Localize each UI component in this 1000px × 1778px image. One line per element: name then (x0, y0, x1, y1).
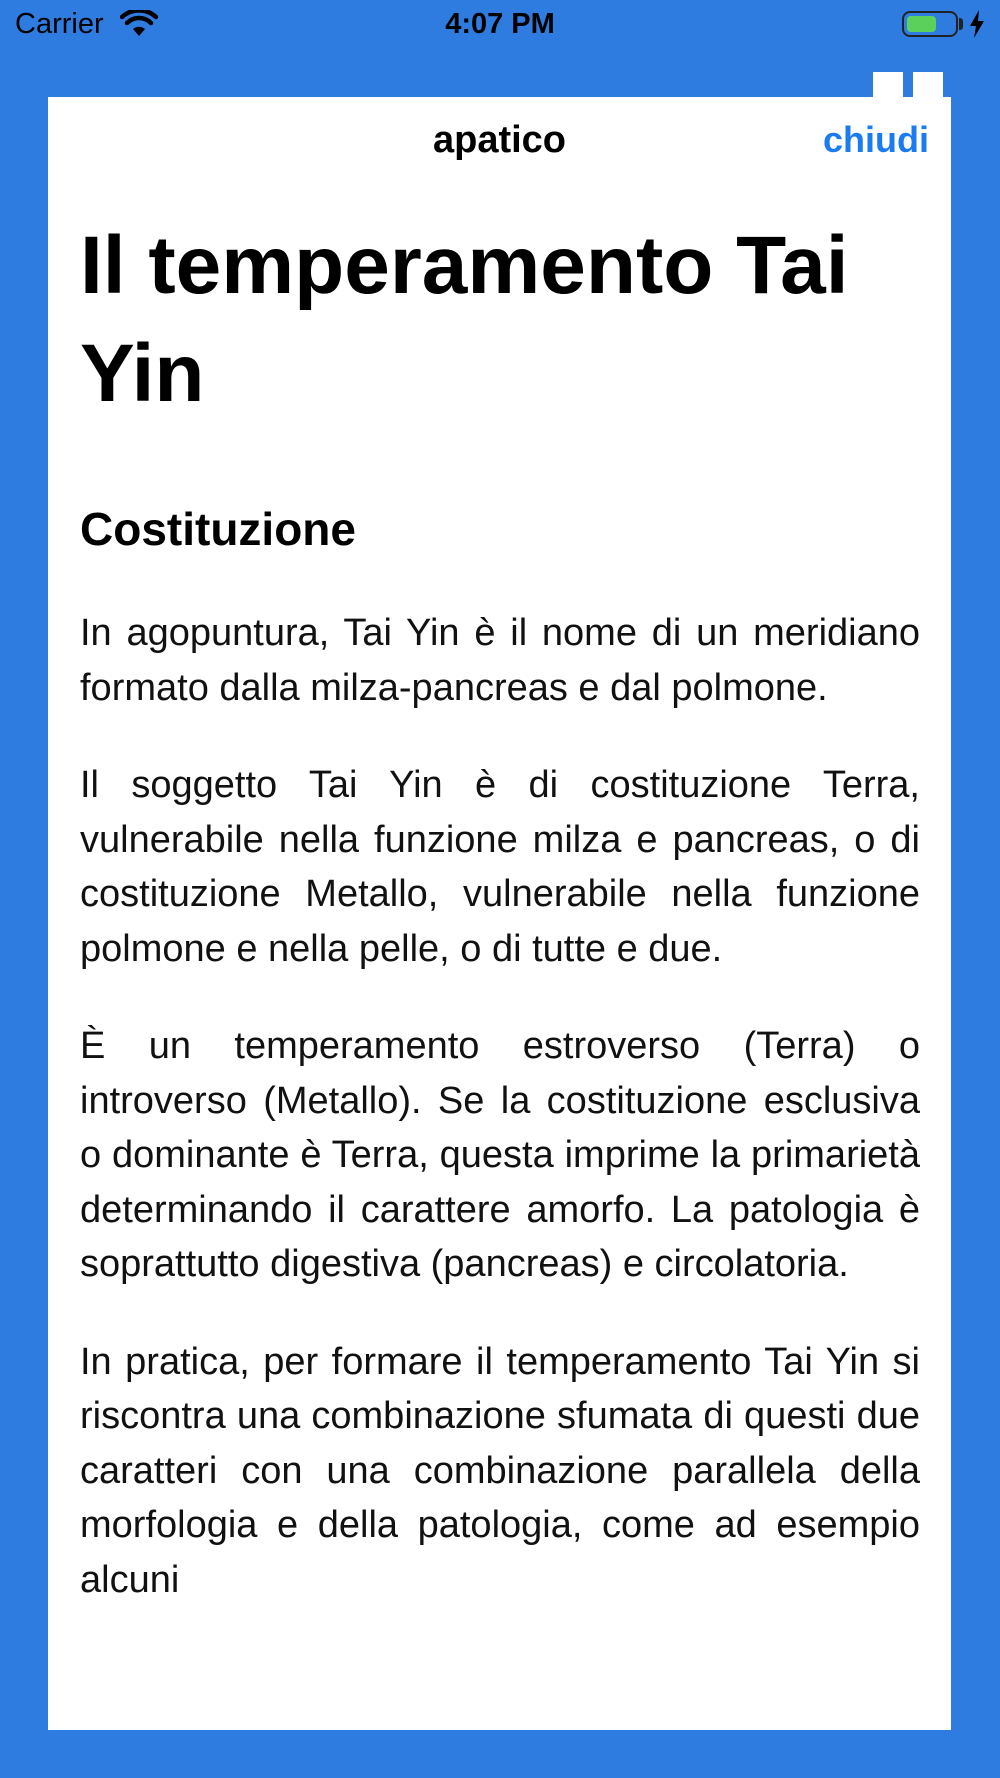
paragraph: In agopuntura, Tai Yin è il nome di un meridiano formato dalla milza-pancreas e dal polmone. (80, 612, 920, 709)
decorative-tab-right (913, 72, 943, 100)
carrier-label: Carrier (15, 8, 104, 40)
clock: 4:07 PM (445, 8, 555, 40)
close-button[interactable]: chiudi (823, 119, 929, 160)
paragraph: In pratica, per formare il temperamento Tai Yin si riscontra una combinazione sfumata di questi due caratteri con una combinazione parallela della morfologia e della patologia, come ad esempio alcuni (80, 1340, 920, 1601)
charging-bolt-icon (968, 9, 986, 39)
article-content (80, 212, 920, 1650)
article-card (48, 97, 951, 1730)
decorative-tab-left (873, 72, 903, 100)
battery-tip (959, 18, 963, 30)
status-bar (0, 0, 1000, 50)
paragraph: È un temperamento estroverso (Terra) o introverso (Metallo). Se la costituzione esclusiva o dominante è Terra, questa imprime la primarietà determinando il carattere amorfo. La patologia è soprattutto digestiva (pancreas) e circolatoria. (80, 1025, 920, 1285)
section-heading: Costituzione (80, 503, 356, 555)
article-title: Il temperamento Tai Yin (80, 220, 849, 419)
battery-icon (902, 11, 958, 37)
paragraph: Il soggetto Tai Yin è di costituzione Terra, vulnerabile nella funzione milza e pancreas, o di costituzione Metallo, vulnerabile nella funzione polmone e nella pelle, o di tutte e due. (80, 764, 920, 970)
battery-level (907, 16, 936, 32)
nav-title: apatico (432, 119, 567, 161)
